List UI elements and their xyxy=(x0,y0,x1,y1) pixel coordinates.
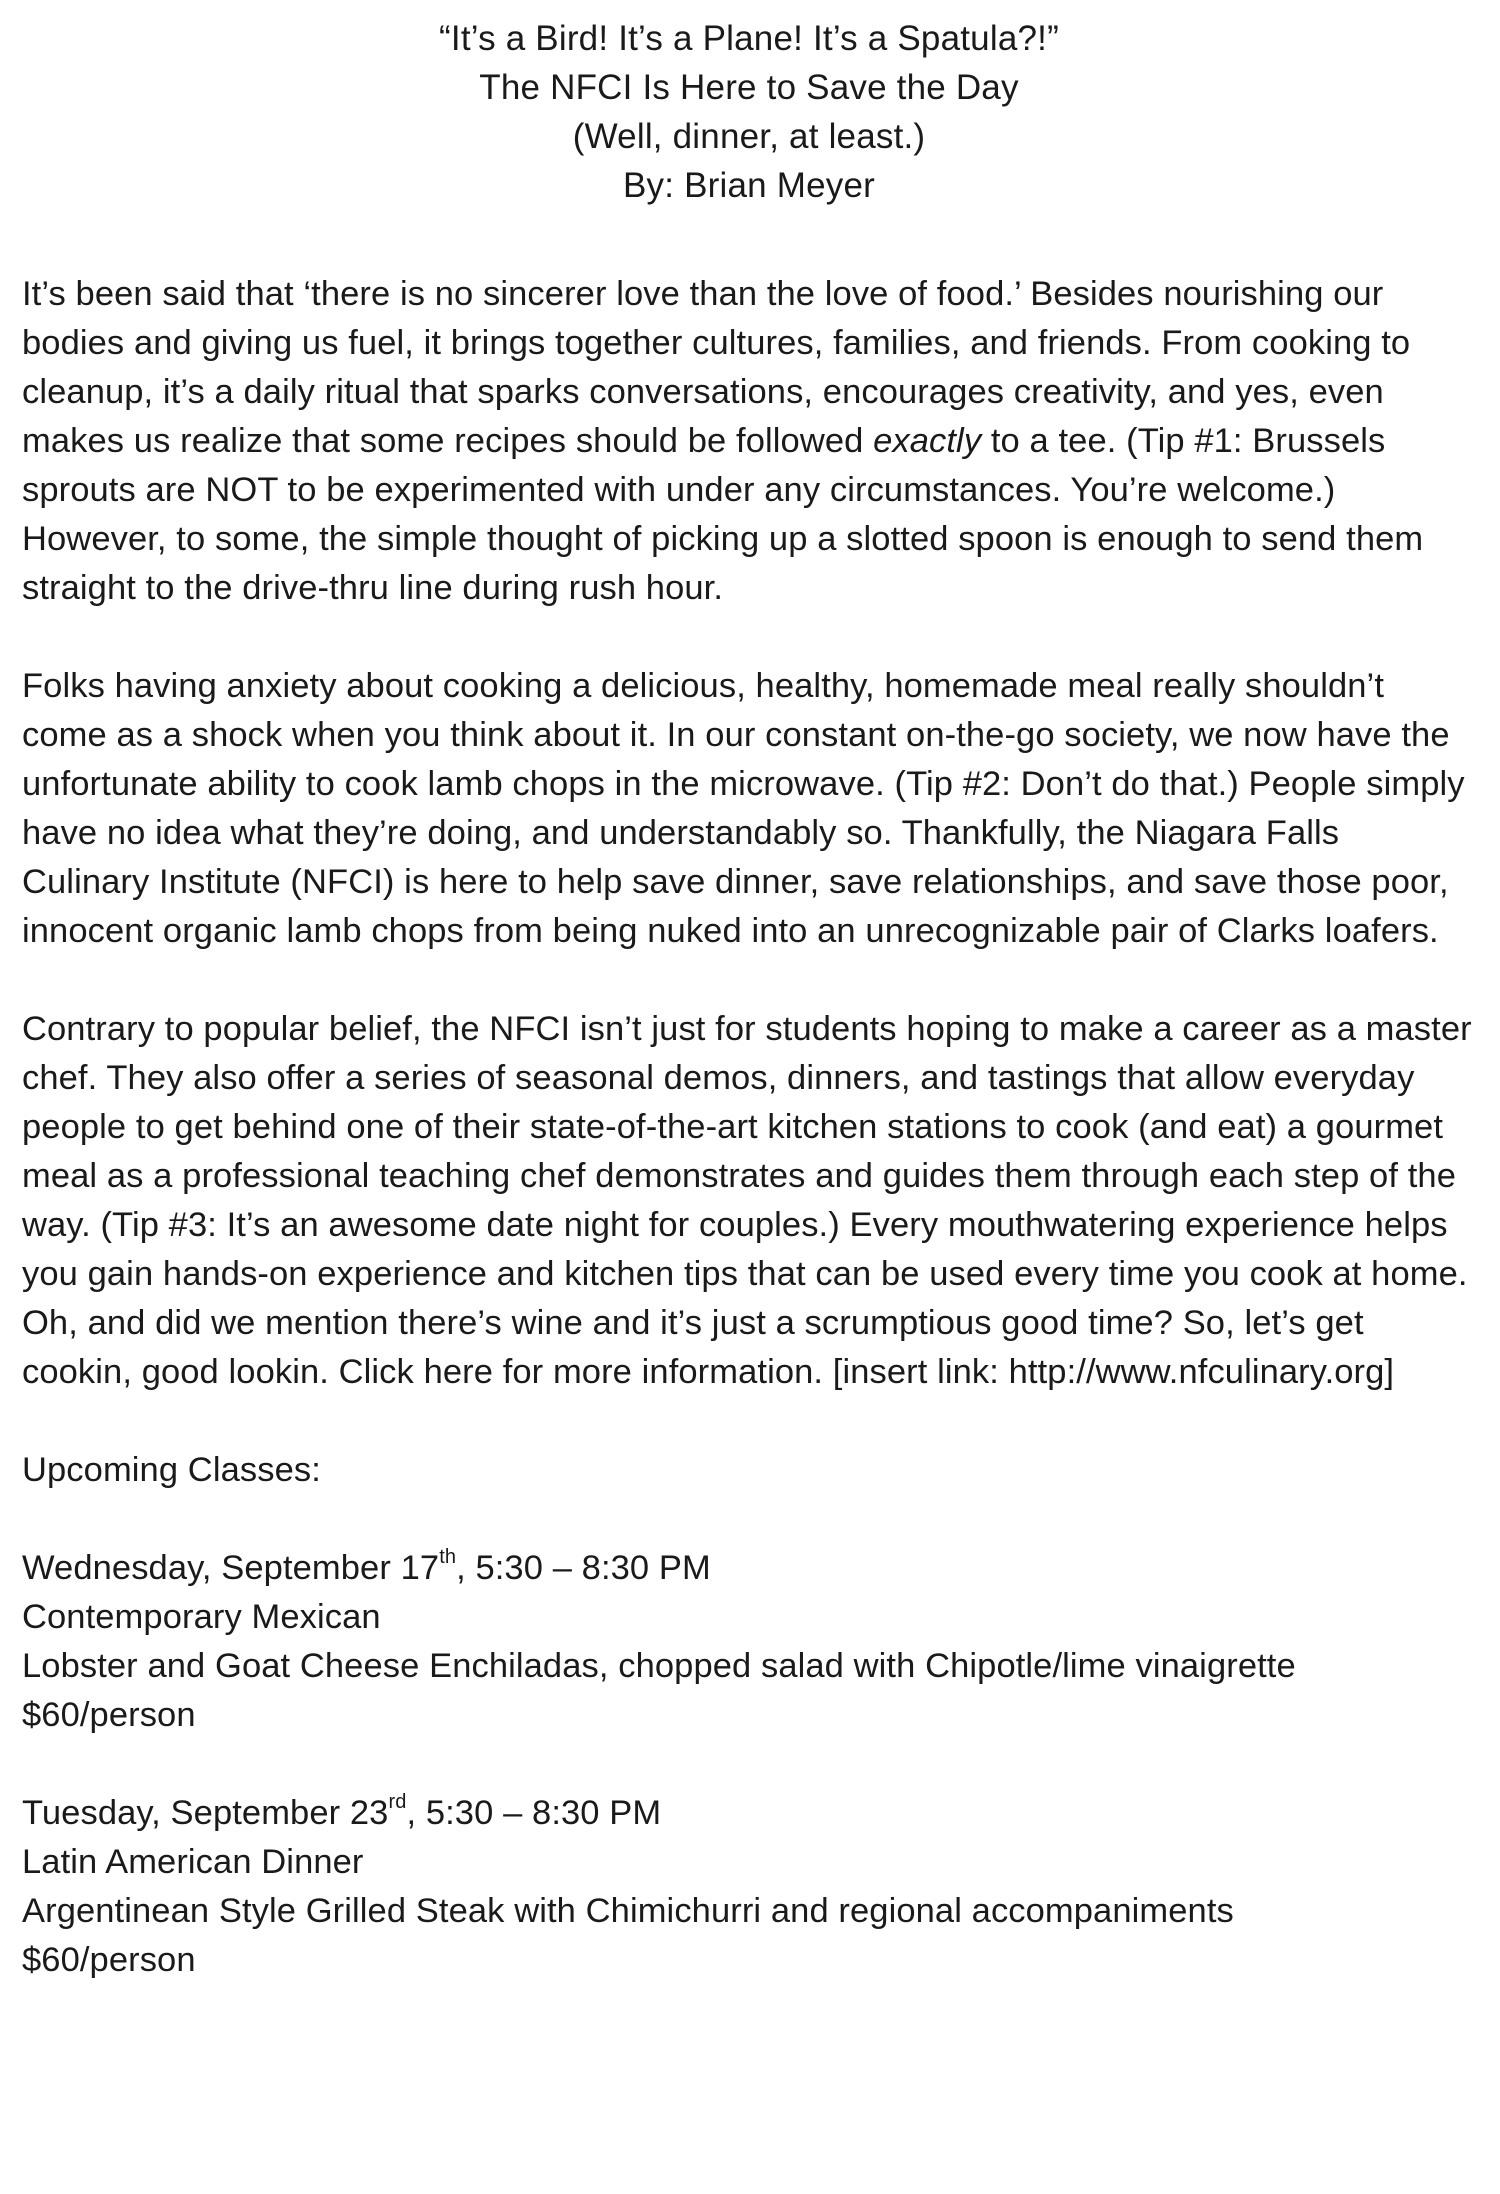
class-time: , 5:30 – 8:30 PM xyxy=(456,1549,711,1587)
class-date-text: Wednesday, September 17 xyxy=(22,1549,440,1587)
article-body xyxy=(22,270,1476,1985)
class-time: , 5:30 – 8:30 PM xyxy=(406,1794,662,1832)
class-date-ordinal: rd xyxy=(388,1790,407,1813)
article-header xyxy=(22,14,1476,210)
class-date xyxy=(22,1789,1476,1838)
class-entry xyxy=(22,1544,1476,1740)
article-title: “It’s a Bird! It’s a Plane! It’s a Spatula?!” xyxy=(439,19,1059,58)
class-menu: Argentinean Style Grilled Steak with Chimichurri and regional accompaniments xyxy=(22,1892,1234,1930)
class-entry xyxy=(22,1789,1476,1985)
class-name: Contemporary Mexican xyxy=(22,1598,381,1636)
paragraph-anxiety: Folks having anxiety about cooking a delicious, healthy, homemade meal really shouldn’t come as a shock when you think about it. In our constant on-the-go society, we now have the unfortunate ability to cook lamb chops in the microwave. (Tip #2: Don’t do that.) People simply have no idea what they’re doing, and understandably so. Thankfully, the Niagara Falls Culinary Institute (NFCI) is here to help save dinner, save relationships, and save those poor, innocent organic lamb chops from being nuked into an unrecognizable pair of Clarks loafers. xyxy=(22,667,1465,950)
class-price: $60/person xyxy=(22,1941,196,1979)
paragraph-nfci: Contrary to popular belief, the NFCI isn’t just for students hoping to make a career as a master chef. They also offer a series of seasonal demos, dinners, and tastings that allow everyday people to get behind one of their state-of-the-art kitchen stations to cook (and eat) a gourmet meal as a professional teaching chef demonstrates and guides them through each step of the way. (Tip #3: It’s an awesome date night for couples.) Every mouthwatering experience helps you gain hands-on experience and kitchen tips that can be used every time you cook at home. Oh, and did we mention there’s wine and it’s just a scrumptious good time? So, let’s get cookin, good lookin. Click here for more information. [insert link: http://www.nfculinary.org] xyxy=(22,1010,1472,1391)
class-name: Latin American Dinner xyxy=(22,1843,364,1881)
paragraph-intro-part1: It’s been said that ‘there is no sincerer love than the love of food.’ Besides nourishing our bodies and giving us fuel, it brings together cultures, families, and friends. From cooking to cleanup, it’s a daily ritual that sparks conversations, encourages creativity, and yes, even makes us realize that some recipes should be followed xyxy=(22,275,1411,460)
class-date xyxy=(22,1544,1476,1593)
article-tagline: (Well, dinner, at least.) xyxy=(572,117,926,156)
class-date-text: Tuesday, September 23 xyxy=(22,1794,389,1832)
paragraph-intro-part2: to a tee. (Tip #1: Brussels sprouts are NOT to be experimented with under any circumstances. You’re welcome.) However, to some, the simple thought of picking up a slotted spoon is enough to send them straight to the drive-thru line during rush hour. xyxy=(22,422,1424,607)
emphasis-exactly: exactly xyxy=(873,422,982,460)
article-subtitle: The NFCI Is Here to Save the Day xyxy=(479,68,1019,107)
class-date-ordinal: th xyxy=(439,1545,457,1568)
class-price: $60/person xyxy=(22,1696,196,1734)
class-menu: Lobster and Goat Cheese Enchiladas, chopped salad with Chipotle/lime vinaigrette xyxy=(22,1647,1296,1685)
paragraph-intro xyxy=(22,270,1476,613)
article-byline: By: Brian Meyer xyxy=(623,166,875,205)
upcoming-classes-heading: Upcoming Classes: xyxy=(22,1451,321,1489)
